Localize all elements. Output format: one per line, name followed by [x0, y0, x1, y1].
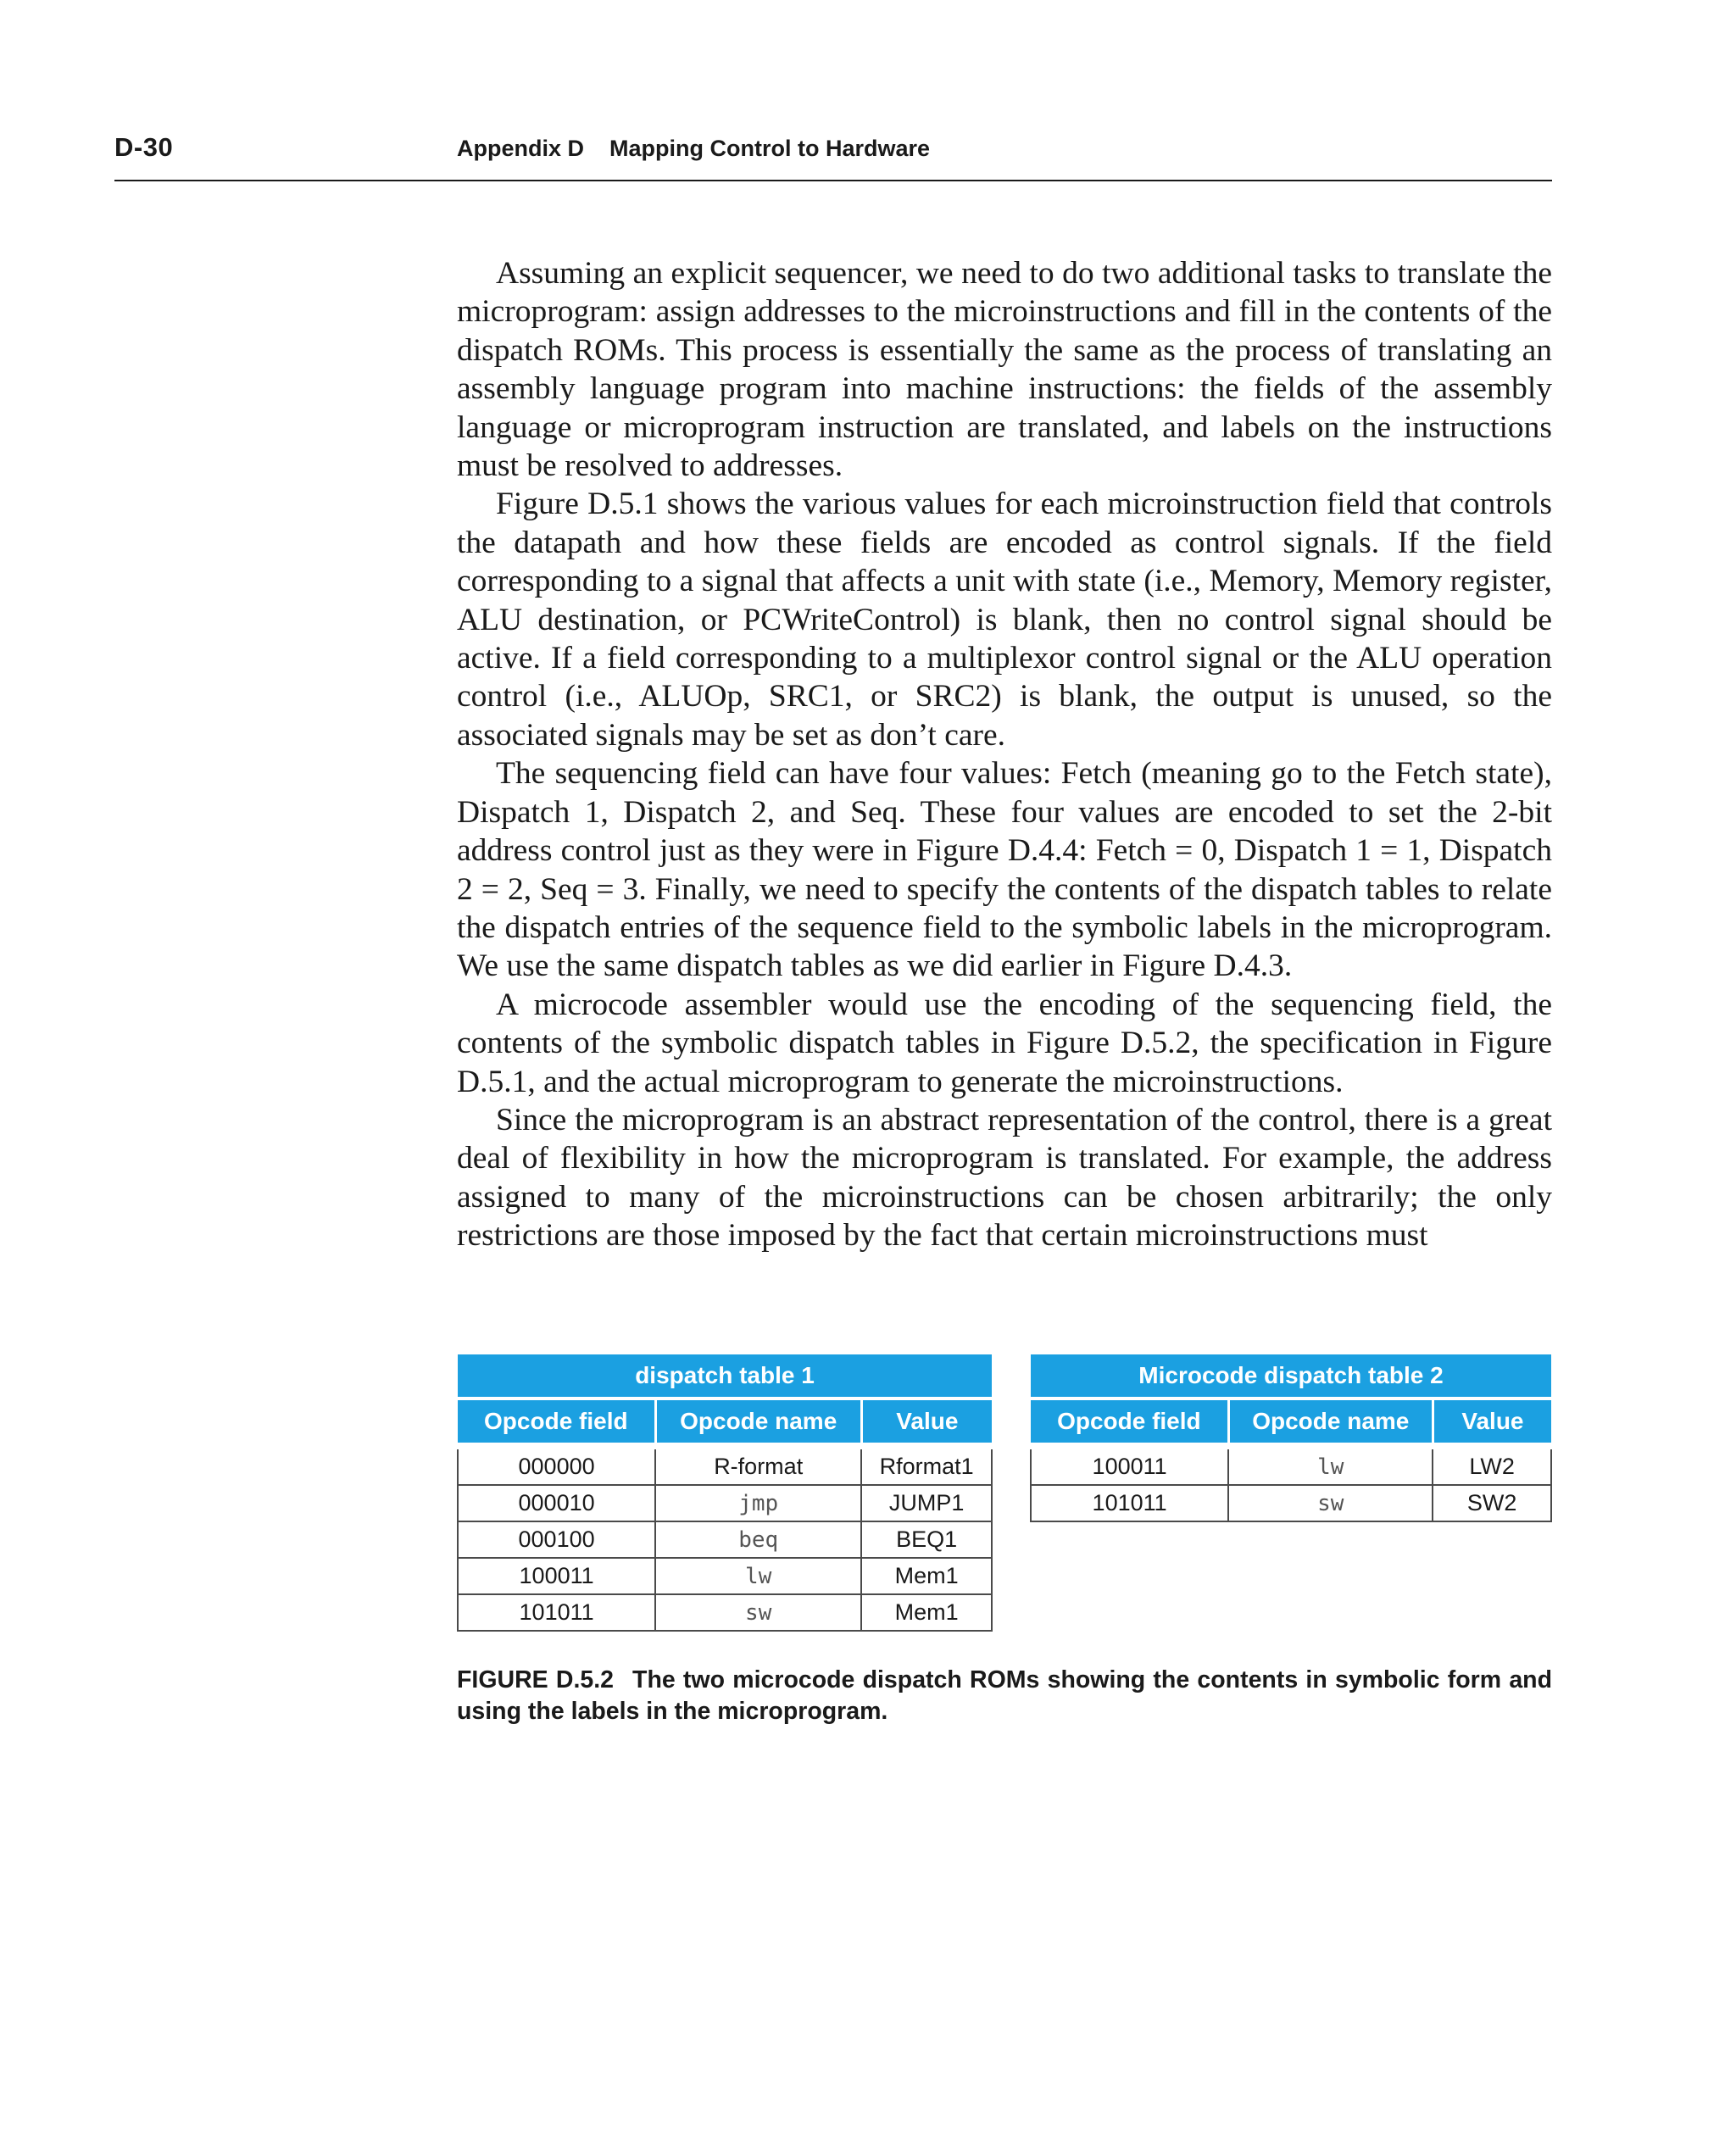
figure-label: FIGURE D.5.2	[457, 1666, 615, 1693]
table-row	[458, 1558, 992, 1594]
table-row	[458, 1594, 992, 1631]
table-row	[458, 1446, 992, 1485]
value-cell: Rformat1	[861, 1446, 992, 1485]
paragraph: The sequencing field can have four values: Fetch (meaning go to the Fetch state), Dispatch 1, Dispatch 2, and Seq. These four values are encoded to set the 2-bit address control just as they were in Figure D.4.4: Fetch = 0, Dispatch 1 = 1, Dispatch 2 = 2, Seq = 3. Finally, we need to specify the contents of the dispatch tables to relate the dispatch entries of the sequence field to the symbolic labels in the microprogram. We use the same dispatch tables as we did earlier in Figure D.4.3.	[457, 756, 1552, 984]
value-cell: Mem1	[861, 1558, 992, 1594]
column-header-opcode-field: Opcode field	[458, 1399, 655, 1446]
running-head	[457, 136, 930, 162]
table-row	[458, 1521, 992, 1558]
header-rule	[114, 180, 1552, 181]
opcode-field-cell: 101011	[458, 1594, 655, 1631]
opcode-field-cell: 100011	[458, 1558, 655, 1594]
value-cell: Mem1	[861, 1594, 992, 1631]
opcode-name-cell: lw	[1228, 1446, 1433, 1485]
dispatch-table-2	[1030, 1354, 1552, 1522]
chapter-title: Mapping Control to Hardware	[609, 136, 931, 161]
column-header-value: Value	[1433, 1399, 1551, 1446]
page-number: D-30	[114, 132, 174, 162]
column-header-opcode-field: Opcode field	[1031, 1399, 1228, 1446]
column-header-opcode-name: Opcode name	[655, 1399, 861, 1446]
table-title: Microcode dispatch table 2	[1031, 1354, 1551, 1399]
value-cell: LW2	[1433, 1446, 1551, 1485]
opcode-field-cell: 101011	[1031, 1485, 1228, 1521]
paragraph: Assuming an explicit sequencer, we need to do two additional tasks to translate the microprogram: assign addresses to the microinstructions and fill in the contents of the dispatch ROMs. This process is essentially the same as the process of translating an assembly language program into machine instructions: the fields of the assembly language or microprogram instruction are translated, and labels on the instructions must be resolved to addresses.	[457, 256, 1552, 484]
value-cell: BEQ1	[861, 1521, 992, 1558]
opcode-name-cell: sw	[655, 1594, 861, 1631]
figure-caption	[457, 1665, 1552, 1727]
opcode-name-cell: sw	[1228, 1485, 1433, 1521]
opcode-field-cell: 000100	[458, 1521, 655, 1558]
opcode-name-cell: jmp	[655, 1485, 861, 1521]
opcode-field-cell: 100011	[1031, 1446, 1228, 1485]
paragraph: Since the microprogram is an abstract representation of the control, there is a great deal of flexibility in how the microprogram is translated. For example, the address assigned to many of the microinstructions can be chosen arbitrarily; the only restrictions are those imposed by the fact that certain microinstructions must	[457, 1102, 1552, 1254]
dispatch-table-1	[457, 1354, 993, 1632]
opcode-name-cell: R-format	[655, 1446, 861, 1485]
value-cell: SW2	[1433, 1485, 1551, 1521]
opcode-field-cell: 000010	[458, 1485, 655, 1521]
paragraph: Figure D.5.1 shows the various values for each microinstruction field that controls the datapath and how these fields are encoded as control signals. If the field corresponding to a signal that affects a unit with state (i.e., Memory, Memory register, ALU destination, or PCWriteControl) is blank, then no control signal should be active. If a field corresponding to a multiplexor control signal or the ALU operation control (i.e., ALUOp, SRC1, or SRC2) is blank, the output is unused, so the associated signals may be set as don’t care.	[457, 487, 1552, 753]
body-text	[457, 254, 1552, 1255]
table-row	[458, 1485, 992, 1521]
paragraph: A microcode assembler would use the encoding of the sequencing field, the contents of the symbolic dispatch tables in Figure D.5.2, the specification in Figure D.5.1, and the actual microprogram to generate the microinstructions.	[457, 987, 1552, 1099]
column-header-value: Value	[861, 1399, 992, 1446]
table-title: dispatch table 1	[458, 1354, 992, 1399]
opcode-name-cell: beq	[655, 1521, 861, 1558]
table-row	[1031, 1446, 1551, 1485]
table-row	[1031, 1485, 1551, 1521]
column-header-opcode-name: Opcode name	[1228, 1399, 1433, 1446]
caption-text: The two microcode dispatch ROMs showing the contents in symbolic form and using the labels in the microprogram.	[457, 1666, 1552, 1725]
value-cell: JUMP1	[861, 1485, 992, 1521]
opcode-name-cell: lw	[655, 1558, 861, 1594]
opcode-field-cell: 000000	[458, 1446, 655, 1485]
appendix-label: Appendix D	[457, 136, 585, 161]
